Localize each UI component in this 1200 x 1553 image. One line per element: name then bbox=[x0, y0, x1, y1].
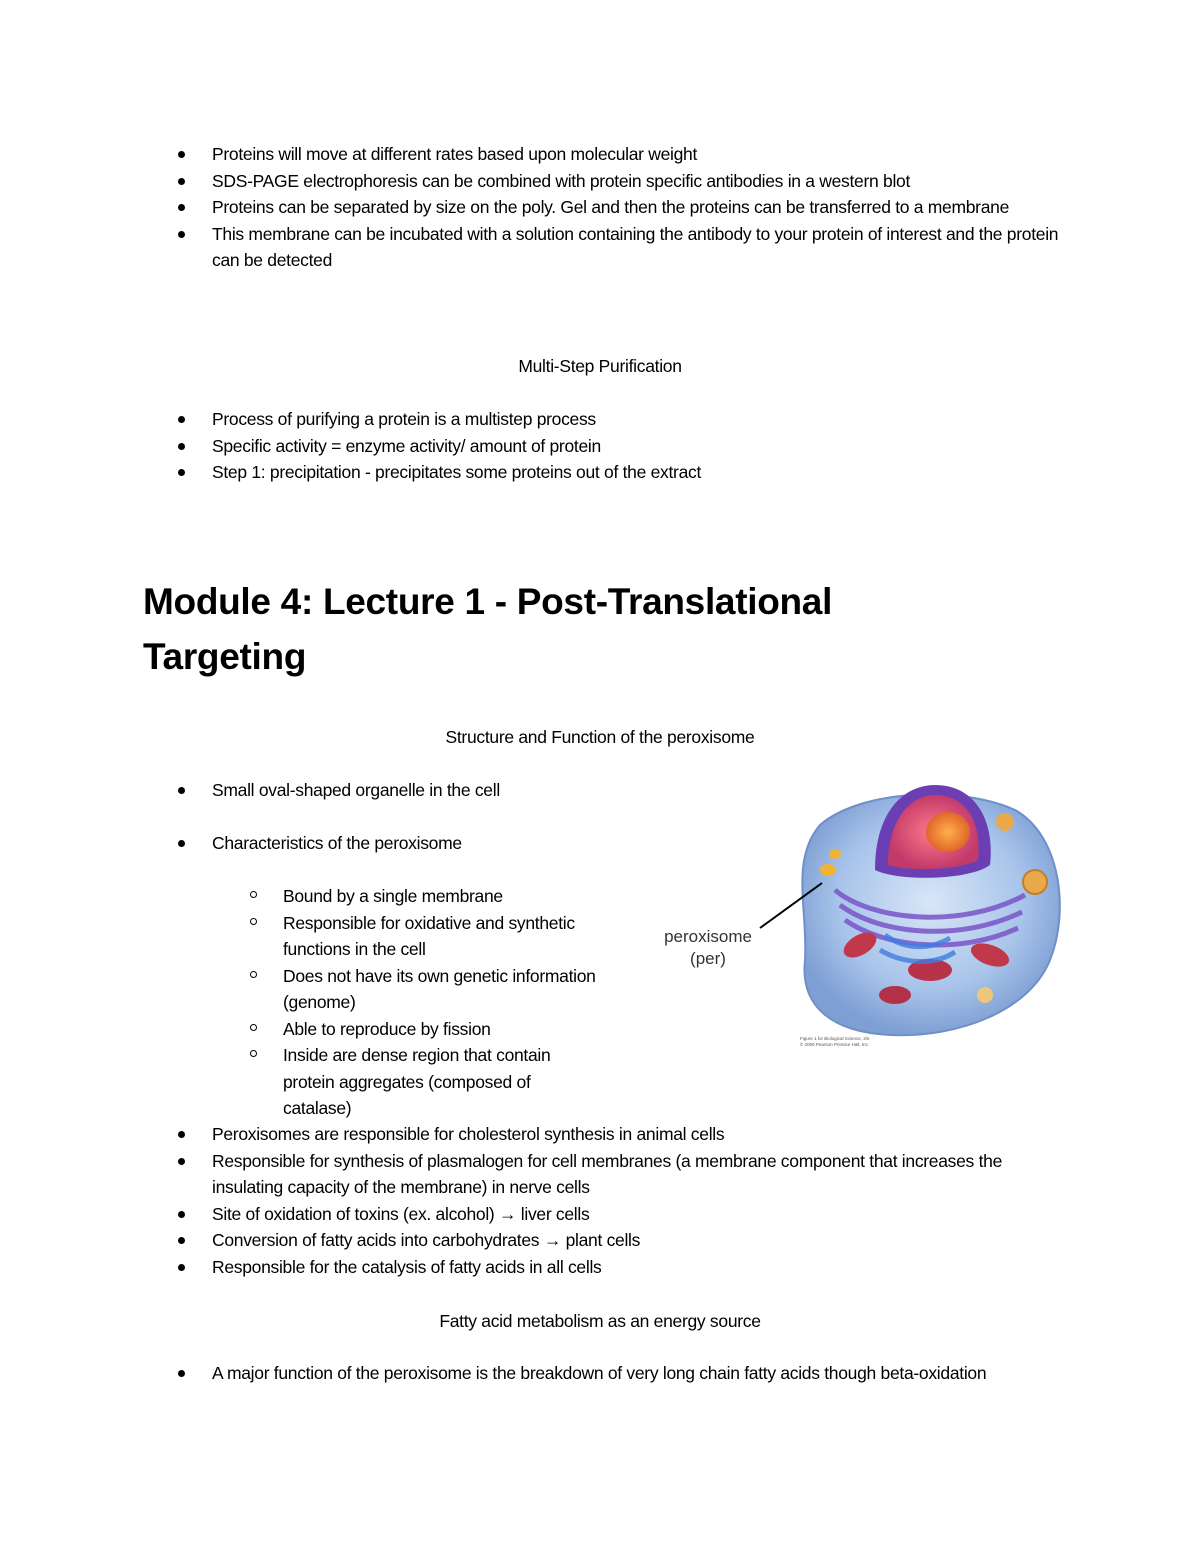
list-item: This membrane can be incubated with a solution containing the antibody to your protein of interest and the protein can be detected bbox=[0, 221, 1060, 274]
top-bullet-list bbox=[0, 141, 1060, 274]
module-title bbox=[143, 574, 1043, 684]
peroxisome-characteristics-list bbox=[0, 883, 600, 1122]
sub-list-item: Inside are dense region that contain protein aggregates (composed of catalase) bbox=[0, 1042, 600, 1122]
multistep-bullet-list bbox=[0, 406, 1060, 486]
list-item: Specific activity = enzyme activity/ amount of protein bbox=[0, 433, 1060, 460]
section-heading-peroxisome: Structure and Function of the peroxisome bbox=[445, 727, 755, 747]
cell-illustration bbox=[630, 770, 1070, 1055]
list-item: Conversion of fatty acids into carbohydrates → plant cells bbox=[0, 1227, 1060, 1254]
sub-list-item: Bound by a single membrane bbox=[0, 883, 600, 910]
section-heading-multistep: Multi-Step Purification bbox=[518, 356, 682, 376]
fatty-acid-bullet-list bbox=[0, 1360, 1060, 1387]
list-item: Proteins can be separated by size on the poly. Gel and then the proteins can be transferred to a membrane bbox=[0, 194, 1060, 221]
figure-label: peroxisome (per) bbox=[664, 927, 752, 968]
list-item: Site of oxidation of toxins (ex. alcohol) → liver cells bbox=[0, 1201, 1060, 1228]
list-item: Peroxisomes are responsible for cholesterol synthesis in animal cells bbox=[0, 1121, 1060, 1148]
sub-list-item: Responsible for oxidative and synthetic functions in the cell bbox=[0, 910, 600, 963]
list-item: Responsible for the catalysis of fatty acids in all cells bbox=[0, 1254, 1060, 1281]
module-title-line1: Module 4: Lecture 1 - Post-Translational bbox=[143, 581, 833, 622]
list-item: Process of purifying a protein is a multistep process bbox=[0, 406, 1060, 433]
section-heading-fatty-acid: Fatty acid metabolism as an energy source bbox=[439, 1311, 761, 1331]
list-item: SDS-PAGE electrophoresis can be combined with protein specific antibodies in a western blot bbox=[0, 168, 1060, 195]
list-item: Step 1: precipitation - precipitates some proteins out of the extract bbox=[0, 459, 1060, 486]
sub-list-item: Able to reproduce by fission bbox=[0, 1016, 600, 1043]
list-item: Small oval-shaped organelle in the cell bbox=[0, 777, 1060, 804]
nucleolus bbox=[926, 812, 970, 852]
list-item: A major function of the peroxisome is the breakdown of very long chain fatty acids though beta-oxidation bbox=[0, 1360, 1060, 1387]
list-item: Responsible for synthesis of plasmalogen for cell membranes (a membrane component that increases the insulating capacity of the membrane) in nerve cells bbox=[0, 1148, 1060, 1201]
figure-credit: Figure 1 for Biological Science, 2/e © 2005 Pearson Prentice Hall, Inc. bbox=[800, 1036, 870, 1047]
module-title-line2: Targeting bbox=[143, 636, 307, 677]
peroxisome-more-list bbox=[0, 1121, 1060, 1280]
list-item: Proteins will move at different rates based upon molecular weight bbox=[0, 141, 1060, 168]
sub-list-item: Does not have its own genetic information (genome) bbox=[0, 963, 600, 1016]
list-item: Characteristics of the peroxisome bbox=[0, 830, 1060, 857]
